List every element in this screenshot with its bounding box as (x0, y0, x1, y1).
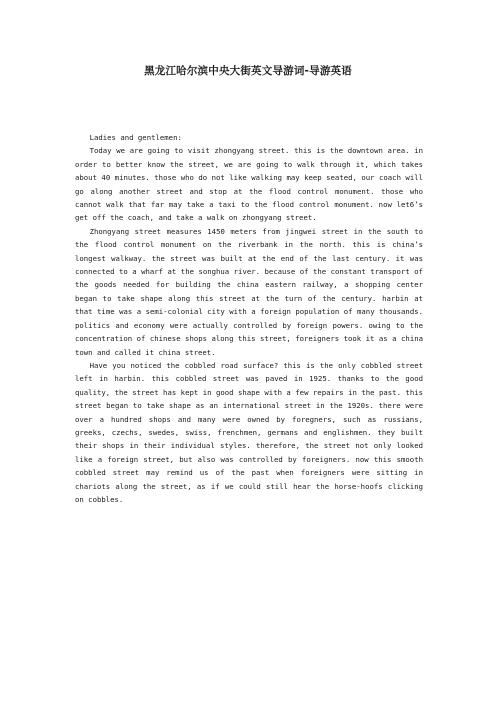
paragraph-intro: Today we are going to visit zhongyang street. this is the downtown area. in order to better know the street, we are going to walk through it, which takes about 40 minutes. those who do not like walking may keep seated, our coach will go along another street and stop at the flood control monument. those who cannot walk that far may take a taxi to the flood control monument. now let6’s get off the coach, and take a walk on zhongyang street. (75, 146, 423, 223)
document-body (75, 131, 423, 506)
salutation-paragraph: Ladies and gentlemen: (89, 133, 182, 142)
paragraph-history: Zhongyang street measures 1450 meters from jingwei street in the south to the flood control monument on the riverbank in the north. this is china’s longest walkway. the street was built at the end of the last century. it was connected to a wharf at the songhua river. because of the constant transport of the goods needed for building the china eastern railway, a shopping center began to take shape along this street at the turn of the century. harbin at that time was a semi-colonial city with a foreign population of many thousands. politics and economy were actually controlled by foreign powers. owing to the concentration of chinese shops along this street, foreigners took it as a china town and called it china street. (75, 226, 423, 357)
paragraph-cobbled-street: Have you noticed the cobbled road surface? this is the only cobbled street left in harbin. this cobbled street was paved in 1925. thanks to the good quality, the street has kept in good shape with a few repairs in the past. this street began to take shape as an international street in the 1920s. there were over a hundred shops and many were owned by foregners, such as russians, greeks, czechs, swedes, swiss, frenchmen, germans and englishmen. they built their shops in their individual styles. therefore, the street not only looked like a foreign street, but also was controlled by foreigners. now this smooth cobbled street may remind us of the past when foreigners were sitting in chariots along the street, as if we could still hear the horse-hoofs clicking on cobbles. (75, 360, 423, 504)
document-title: 黑龙江哈尔滨中央大街英文导游词-导游英语 (144, 65, 352, 77)
